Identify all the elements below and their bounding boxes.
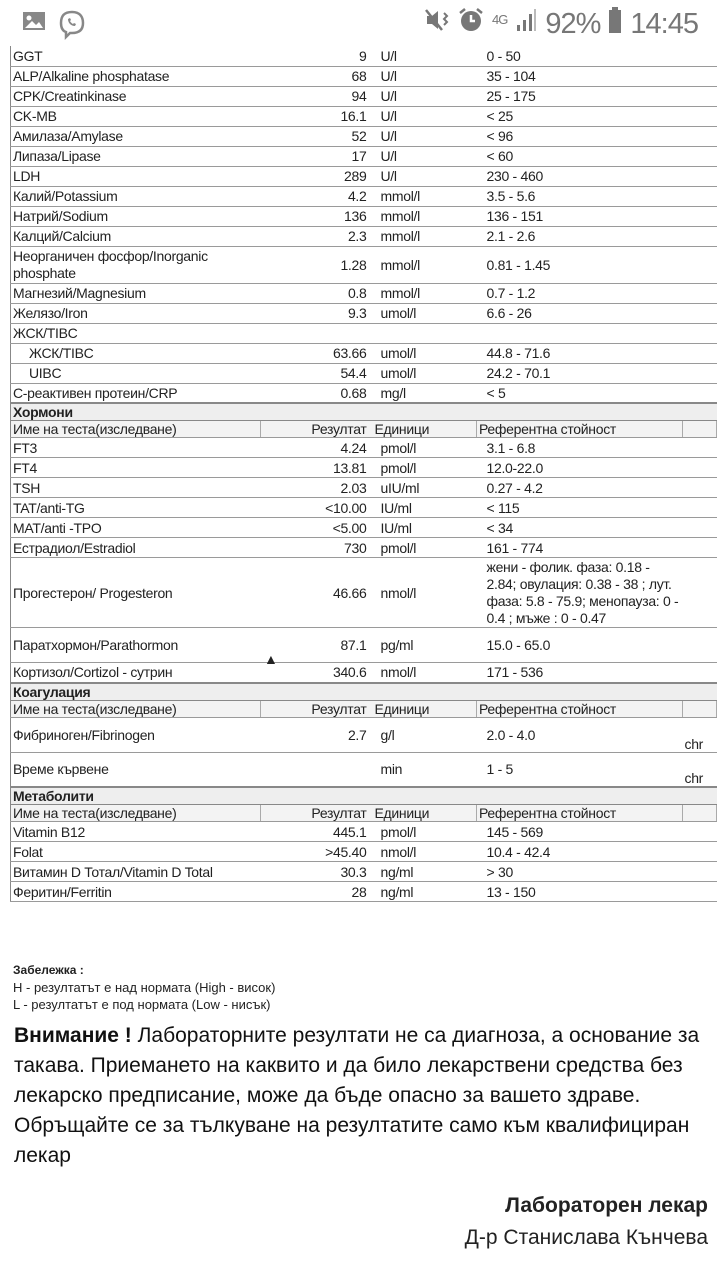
table-row: [11, 323, 717, 343]
extra-column: [683, 558, 717, 628]
reference-range: жени - фолик. фаза: 0.18 - 2.84; овулация: 0.38 - 38 ; лут. фаза: 5.8 - 75.9; менопауза: 0 - 0.4 ; мъже : 0 - 0.47: [477, 558, 683, 628]
table-row: [11, 246, 717, 283]
test-result: 2.3: [261, 226, 373, 246]
test-name: Естрадиол/Estradiol: [11, 538, 261, 558]
header-name: Име на теста(изследване): [11, 700, 261, 717]
table-row: [11, 206, 717, 226]
table-row: [11, 226, 717, 246]
test-result: 445.1: [261, 822, 373, 842]
test-unit: pmol/l: [373, 458, 477, 478]
table-row: [11, 166, 717, 186]
test-result: 730: [261, 538, 373, 558]
section-header: [11, 683, 717, 701]
reference-range: < 5: [477, 383, 683, 403]
test-name: Фибриноген/Fibrinogen: [11, 717, 261, 752]
header-extra: [683, 700, 717, 717]
extra-column: [683, 363, 717, 383]
extra-column: [683, 343, 717, 363]
section-title: Коагулация: [11, 683, 717, 701]
test-name: Кортизол/Cortizol - сутрин: [11, 663, 261, 683]
header-ref: Референтна стойност: [477, 421, 683, 438]
test-unit: U/l: [373, 66, 477, 86]
test-name: Калий/Potassium: [11, 186, 261, 206]
reference-range: 145 - 569: [477, 822, 683, 842]
warning-line: Лабораторните резултати не са диагноза, а: [131, 1024, 564, 1047]
extra-column: [683, 86, 717, 106]
test-unit: pmol/l: [373, 538, 477, 558]
reference-range: 2.0 - 4.0: [477, 717, 683, 752]
test-unit: umol/l: [373, 343, 477, 363]
test-name: LDH: [11, 166, 261, 186]
column-headers: [11, 700, 717, 717]
test-name: Желязо/Iron: [11, 303, 261, 323]
test-unit: g/l: [373, 717, 477, 752]
extra-column: [683, 206, 717, 226]
header-result: Резултат: [261, 805, 373, 822]
battery-percent: 92%: [545, 7, 601, 40]
reference-range: 25 - 175: [477, 86, 683, 106]
reference-range: 10.4 - 42.4: [477, 842, 683, 862]
test-result: 54.4: [261, 363, 373, 383]
test-result: 63.66: [261, 343, 373, 363]
column-headers: [11, 805, 717, 822]
extra-column: [683, 498, 717, 518]
test-result: <5.00: [261, 518, 373, 538]
test-unit: mmol/l: [373, 186, 477, 206]
table-row: [11, 752, 717, 787]
extra-column: [683, 458, 717, 478]
test-result: [261, 323, 373, 343]
reference-range: 6.6 - 26: [477, 303, 683, 323]
signature: [14, 1190, 708, 1254]
table-row: [11, 186, 717, 206]
test-name: GGT: [11, 46, 261, 66]
test-name: Прогестерон/ Progesteron: [11, 558, 261, 628]
test-name: Феритин/Ferritin: [11, 882, 261, 902]
extra-column: [683, 226, 717, 246]
test-result: >45.40: [261, 842, 373, 862]
test-name: Амилаза/Amylase: [11, 126, 261, 146]
test-name: TSH: [11, 478, 261, 498]
reference-range: 171 - 536: [477, 663, 683, 683]
test-name: Vitamin B12: [11, 822, 261, 842]
reference-range: 0.27 - 4.2: [477, 478, 683, 498]
test-unit: umol/l: [373, 303, 477, 323]
test-name: Магнезий/Magnesium: [11, 283, 261, 303]
table-row: [11, 458, 717, 478]
table-row: [11, 498, 717, 518]
test-result: <10.00: [261, 498, 373, 518]
test-result: 340.6: [261, 663, 373, 683]
test-name: Калций/Calcium: [11, 226, 261, 246]
reference-range: 230 - 460: [477, 166, 683, 186]
test-name: ALP/Alkaline phosphatase: [11, 66, 261, 86]
test-name: Време кървене: [11, 752, 261, 787]
header-ref: Референтна стойност: [477, 700, 683, 717]
table-row: [11, 66, 717, 86]
test-result: 0.8: [261, 283, 373, 303]
header-unit: Единици: [373, 700, 477, 717]
reference-range: 15.0 - 65.0: [477, 628, 683, 663]
extra-column: [683, 166, 717, 186]
test-unit: ng/ml: [373, 882, 477, 902]
signature-title: Лабораторен лекар: [505, 1194, 708, 1217]
extra-column: [683, 146, 717, 166]
extra-column: [683, 438, 717, 458]
mute-vibrate-icon: [424, 7, 450, 41]
section-title: Хормони: [11, 403, 717, 421]
results-table: [10, 46, 717, 902]
test-name: С-реактивен протеин/CRP: [11, 383, 261, 403]
test-unit: U/l: [373, 166, 477, 186]
test-unit: U/l: [373, 46, 477, 66]
reference-range: 24.2 - 70.1: [477, 363, 683, 383]
table-row: [11, 438, 717, 458]
notes-title: Забележка :: [13, 963, 84, 977]
section-header: [11, 787, 717, 805]
test-unit: pg/ml: [373, 628, 477, 663]
header-extra: [683, 421, 717, 438]
test-unit: mmol/l: [373, 226, 477, 246]
reference-range: 12.0-22.0: [477, 458, 683, 478]
extra-column: [683, 862, 717, 882]
test-result: 68: [261, 66, 373, 86]
table-row: [11, 628, 717, 663]
high-arrow-icon: ▲: [264, 651, 278, 667]
test-result: 2.03: [261, 478, 373, 498]
extra-column: [683, 303, 717, 323]
test-result: 289: [261, 166, 373, 186]
section-title: Метаболити: [11, 787, 717, 805]
test-result: 17: [261, 146, 373, 166]
viber-icon: [58, 10, 86, 45]
table-row: [11, 46, 717, 66]
extra-column: [683, 246, 717, 283]
table-row: [11, 343, 717, 363]
test-unit: mmol/l: [373, 246, 477, 283]
test-unit: [373, 323, 477, 343]
table-row: [11, 663, 717, 683]
extra-column: [683, 478, 717, 498]
test-name: MAT/anti -TPO: [11, 518, 261, 538]
reference-range: 161 - 774: [477, 538, 683, 558]
table-row: [11, 538, 717, 558]
test-result: 46.66: [261, 558, 373, 628]
test-result: 28: [261, 882, 373, 902]
test-result: 16.1: [261, 106, 373, 126]
table-row: [11, 882, 717, 902]
extra-column: [683, 186, 717, 206]
reference-range: 3.1 - 6.8: [477, 438, 683, 458]
table-row: [11, 283, 717, 303]
column-headers: [11, 421, 717, 438]
test-result: 0.68: [261, 383, 373, 403]
warning-line: основание за такава. Приемането на каквито и да било: [14, 1024, 700, 1077]
test-unit: min: [373, 752, 477, 787]
test-unit: IU/ml: [373, 498, 477, 518]
reference-range: 0.81 - 1.45: [477, 246, 683, 283]
gallery-icon: [22, 10, 46, 45]
test-name: TAT/anti-TG: [11, 498, 261, 518]
reference-range: [477, 323, 683, 343]
status-bar: [0, 0, 720, 46]
extra-column: [683, 323, 717, 343]
test-unit: U/l: [373, 106, 477, 126]
reference-range: 13 - 150: [477, 882, 683, 902]
extra-column: chr: [683, 752, 717, 787]
notes: [13, 962, 275, 1013]
test-result: 94: [261, 86, 373, 106]
table-row: [11, 717, 717, 752]
test-unit: ng/ml: [373, 862, 477, 882]
extra-column: [683, 126, 717, 146]
reference-range: < 96: [477, 126, 683, 146]
test-name: Натрий/Sodium: [11, 206, 261, 226]
reference-range: 35 - 104: [477, 66, 683, 86]
header-ref: Референтна стойност: [477, 805, 683, 822]
reference-range: 0.7 - 1.2: [477, 283, 683, 303]
header-unit: Единици: [373, 421, 477, 438]
test-unit: U/l: [373, 86, 477, 106]
warning-text: [14, 1021, 708, 1171]
table-row: [11, 86, 717, 106]
extra-column: [683, 106, 717, 126]
table-row: [11, 146, 717, 166]
header-result: Резултат: [261, 421, 373, 438]
test-name: FT3: [11, 438, 261, 458]
header-name: Име на теста(изследване): [11, 805, 261, 822]
test-result: 9: [261, 46, 373, 66]
alarm-icon: [458, 7, 484, 41]
test-unit: pmol/l: [373, 822, 477, 842]
test-result: 52: [261, 126, 373, 146]
test-name: ЖСК/TIBC: [11, 343, 261, 363]
extra-column: [683, 283, 717, 303]
warning-line: да бъде опасно за вашето здраве. Обръщайте се за: [14, 1084, 641, 1137]
extra-column: [683, 538, 717, 558]
signature-name: Д-р Станислава Кънчева: [464, 1226, 708, 1249]
table-row: [11, 363, 717, 383]
test-name: Липаза/Lipase: [11, 146, 261, 166]
results-table-container[interactable]: [10, 46, 716, 902]
table-row: [11, 822, 717, 842]
reference-range: < 34: [477, 518, 683, 538]
battery-icon: [608, 6, 622, 42]
reference-range: 3.5 - 5.6: [477, 186, 683, 206]
table-row: [11, 126, 717, 146]
test-name: FT4: [11, 458, 261, 478]
test-unit: U/l: [373, 146, 477, 166]
test-unit: mg/l: [373, 383, 477, 403]
extra-column: [683, 66, 717, 86]
notes-low: L - резултатът е под нормата (Low - нисък): [13, 997, 271, 1012]
table-row: [11, 558, 717, 628]
header-result: Резултат: [261, 700, 373, 717]
reference-range: 0 - 50: [477, 46, 683, 66]
extra-column: [683, 882, 717, 902]
test-result: 136: [261, 206, 373, 226]
table-row: [11, 842, 717, 862]
reference-range: 44.8 - 71.6: [477, 343, 683, 363]
test-result: 1.28: [261, 246, 373, 283]
test-name: Паратхормон/Parathormon: [11, 628, 261, 663]
test-unit: nmol/l: [373, 663, 477, 683]
notes-high: H - резултатът е над нормата (High - висок): [13, 980, 276, 995]
table-row: [11, 478, 717, 498]
reference-range: 2.1 - 2.6: [477, 226, 683, 246]
test-name: Витамин D Тотал/Vitamin D Total: [11, 862, 261, 882]
test-unit: pmol/l: [373, 438, 477, 458]
table-row: [11, 106, 717, 126]
section-header: [11, 403, 717, 421]
test-result: 87.1: [261, 628, 373, 663]
header-unit: Единици: [373, 805, 477, 822]
test-name: CK-MB: [11, 106, 261, 126]
test-unit: nmol/l: [373, 842, 477, 862]
table-row: [11, 862, 717, 882]
test-result: 4.24: [261, 438, 373, 458]
reference-range: > 30: [477, 862, 683, 882]
test-unit: IU/ml: [373, 518, 477, 538]
extra-column: [683, 842, 717, 862]
extra-column: chr: [683, 717, 717, 752]
network-label: 4G: [492, 12, 508, 27]
extra-column: [683, 822, 717, 842]
table-row: [11, 303, 717, 323]
test-result: 9.3: [261, 303, 373, 323]
test-name: Folat: [11, 842, 261, 862]
header-extra: [683, 805, 717, 822]
signal-icon: [515, 7, 537, 41]
reference-range: 136 - 151: [477, 206, 683, 226]
extra-column: [683, 628, 717, 663]
test-unit: umol/l: [373, 363, 477, 383]
reference-range: < 115: [477, 498, 683, 518]
test-name: Неорганичен фосфор/Inorganic phosphate: [11, 246, 261, 283]
test-name: UIBC: [11, 363, 261, 383]
reference-range: 1 - 5: [477, 752, 683, 787]
reference-range: < 60: [477, 146, 683, 166]
test-unit: U/l: [373, 126, 477, 146]
test-result: 4.2: [261, 186, 373, 206]
test-result: 2.7: [261, 717, 373, 752]
extra-column: [683, 383, 717, 403]
test-result: 30.3: [261, 862, 373, 882]
table-row: [11, 383, 717, 403]
test-result: [261, 752, 373, 787]
test-unit: mmol/l: [373, 206, 477, 226]
test-unit: mmol/l: [373, 283, 477, 303]
extra-column: [683, 518, 717, 538]
test-result: 13.81: [261, 458, 373, 478]
table-row: [11, 518, 717, 538]
extra-column: [683, 46, 717, 66]
warning-line: тълкуване на резултатите само към квалифициран лекар: [14, 1114, 690, 1167]
extra-column: [683, 663, 717, 683]
warning-line: лекарствени средства без лекарско предписание, може: [14, 1054, 683, 1107]
reference-range: < 25: [477, 106, 683, 126]
warning-bold: Внимание !: [14, 1024, 132, 1047]
test-name: CPK/Creatinkinase: [11, 86, 261, 106]
test-name: ЖСК/TIBC: [11, 323, 261, 343]
clock: 14:45: [630, 7, 698, 40]
test-unit: uIU/ml: [373, 478, 477, 498]
header-name: Име на теста(изследване): [11, 421, 261, 438]
test-unit: nmol/l: [373, 558, 477, 628]
